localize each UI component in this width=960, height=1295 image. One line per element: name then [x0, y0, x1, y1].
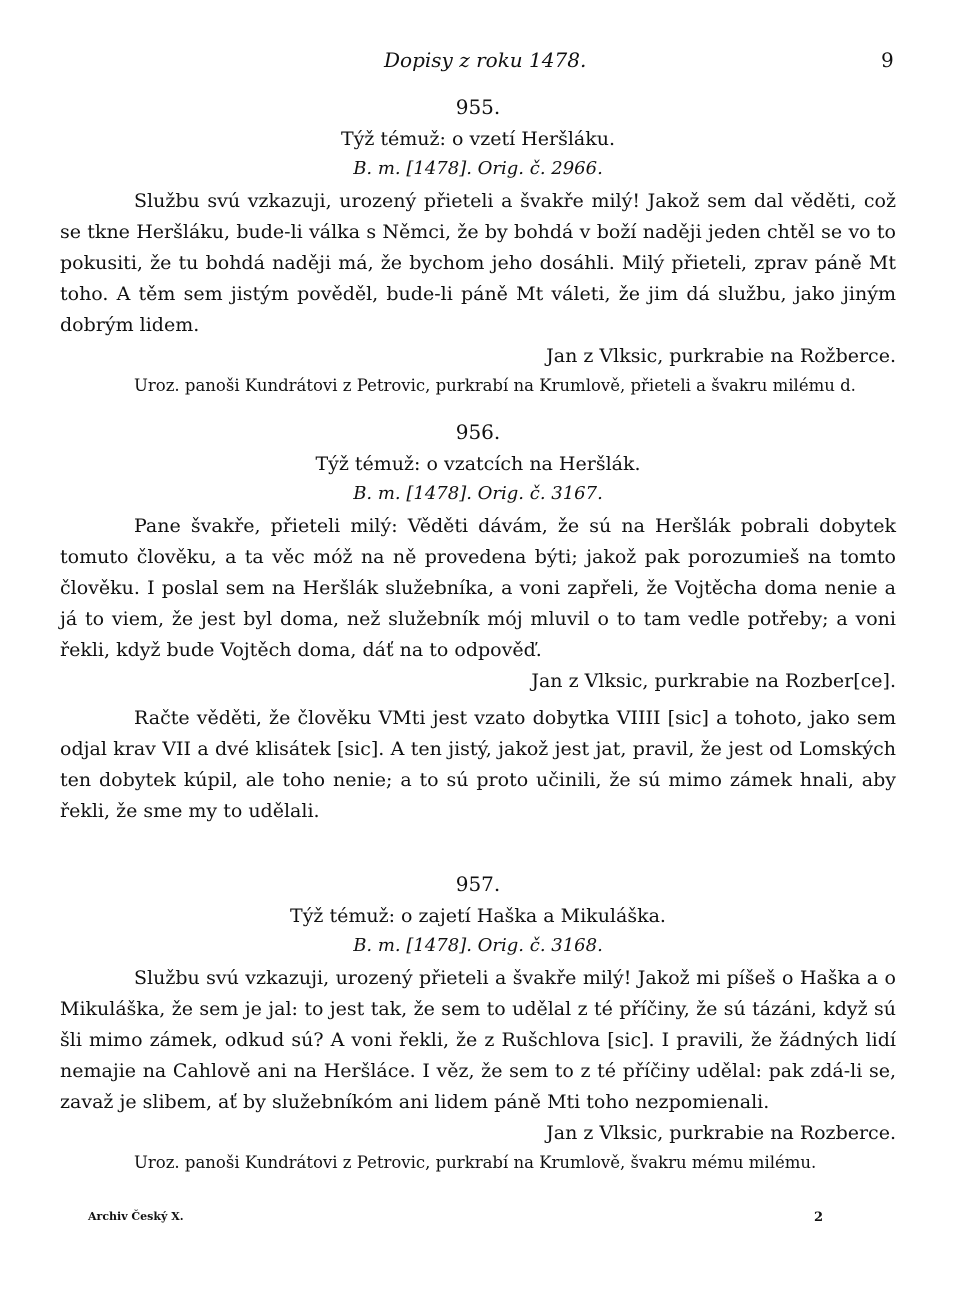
letter-body-text: Pane švakře, přieteli milý: Věděti dávám, že sú na Heršlák pobrali dobytek tomuto člověku, a ta věc móž na ně provedena býti; jakož pak porozumieš na tomto člověku. I poslal sem na Heršlák služebníka, a voni zapřeli, že Vojtěcha doma nenie a já to viem, že jest byl doma, než služebník mój mluvil o to tam vedle potřeby; a voni řekli, když bude Vojtěch doma, dáť na to odpověď. [60, 515, 896, 661]
letter-955 [60, 93, 896, 400]
letter-956 [60, 418, 896, 827]
letter-957 [60, 870, 896, 1177]
letter-source: B. m. [1478]. Orig. č. 2966. [353, 158, 603, 179]
footer-signature-mark: Archiv Český X. [88, 1210, 184, 1223]
footer-sheet-number: 2 [814, 1210, 824, 1225]
letter-body-text: Službu svú vzkazuji, urozený přieteli a švakře milý! Jakož sem dal věděti, což se tkne Heršláku, bude-li válka s Němci, že by bohdá v boží naději jeden chtěl se vo to pokusiti, že tu bohdá naději má, že bychom jeho dosáhli. Milý přieteli, zprav páně Mt toho. A těm sem jistým pověděl, bude-li páně Mt váleti, že jim dá službu, jako jiným dobrým lidem. [60, 190, 896, 336]
letter-body-text: Službu svú vzkazuji, urozený přieteli a švakře milý! Jakož mi píšeš o Haška a o Mikuláška, že sem je jal: to jest tak, že sem to udělal z té příčiny, že sú tázáni, když sú šli mimo zámek, odkud sú? A voni řekli, že z Rušchlova [sic]. I pravili, že žádných lidí nemajie na Cahlově ani na Heršláce. I věz, že sem to z té příčiny udělal: pak zdá-li se, zavaž je slibem, ať by služebníkóm ani lidem páně Mti toho nezpomienali. [60, 967, 896, 1113]
letter-body [60, 511, 896, 697]
letter-body [60, 186, 896, 372]
letter-source: B. m. [1478]. Orig. č. 3167. [353, 483, 603, 504]
letter-number: 955. [455, 95, 501, 119]
letter-body [60, 963, 896, 1149]
letter-source: B. m. [1478]. Orig. č. 3168. [353, 935, 603, 956]
letter-topic: Týž témuž: o zajetí Haška a Mikuláška. [290, 905, 666, 927]
page-number: 9 [881, 48, 894, 72]
letter-address: Uroz. panoši Kundrátovi z Petrovic, purkrabí na Krumlově, švakru mému milému. [134, 1153, 817, 1172]
letter-number: 956. [455, 420, 501, 444]
letter-signature: Jan z Vlksic, purkrabie na Rozberce. [546, 1122, 896, 1144]
letter-postscript: Račte věděti, že člověku VMti jest vzato dobytka VIIII [sic] a tohoto, jako sem odjal krav VII a dvé klisátek [sic]. A ten jistý, jakož jest jat, pravil, že jest od Lomských ten dobytek kúpil, ale toho nenie; a to sú proto učinili, že sú mimo zámek hnali, aby řekli, že sme my to udělali. [60, 707, 896, 822]
letter-signature: Jan z Vlksic, purkrabie na Rožberce. [546, 345, 896, 367]
letter-topic: Týž témuž: o vzetí Heršláku. [340, 128, 616, 150]
letter-number: 957. [455, 872, 501, 896]
running-header-title: Dopisy z roku 1478. [384, 48, 587, 72]
letter-address: Uroz. panoši Kundrátovi z Petrovic, purkrabí na Krumlově, přieteli a švakru milému d. [134, 376, 856, 395]
letter-topic: Týž témuž: o vzatcích na Heršlák. [315, 453, 641, 475]
letter-signature: Jan z Vlksic, purkrabie na Rozber[ce]. [531, 670, 896, 692]
